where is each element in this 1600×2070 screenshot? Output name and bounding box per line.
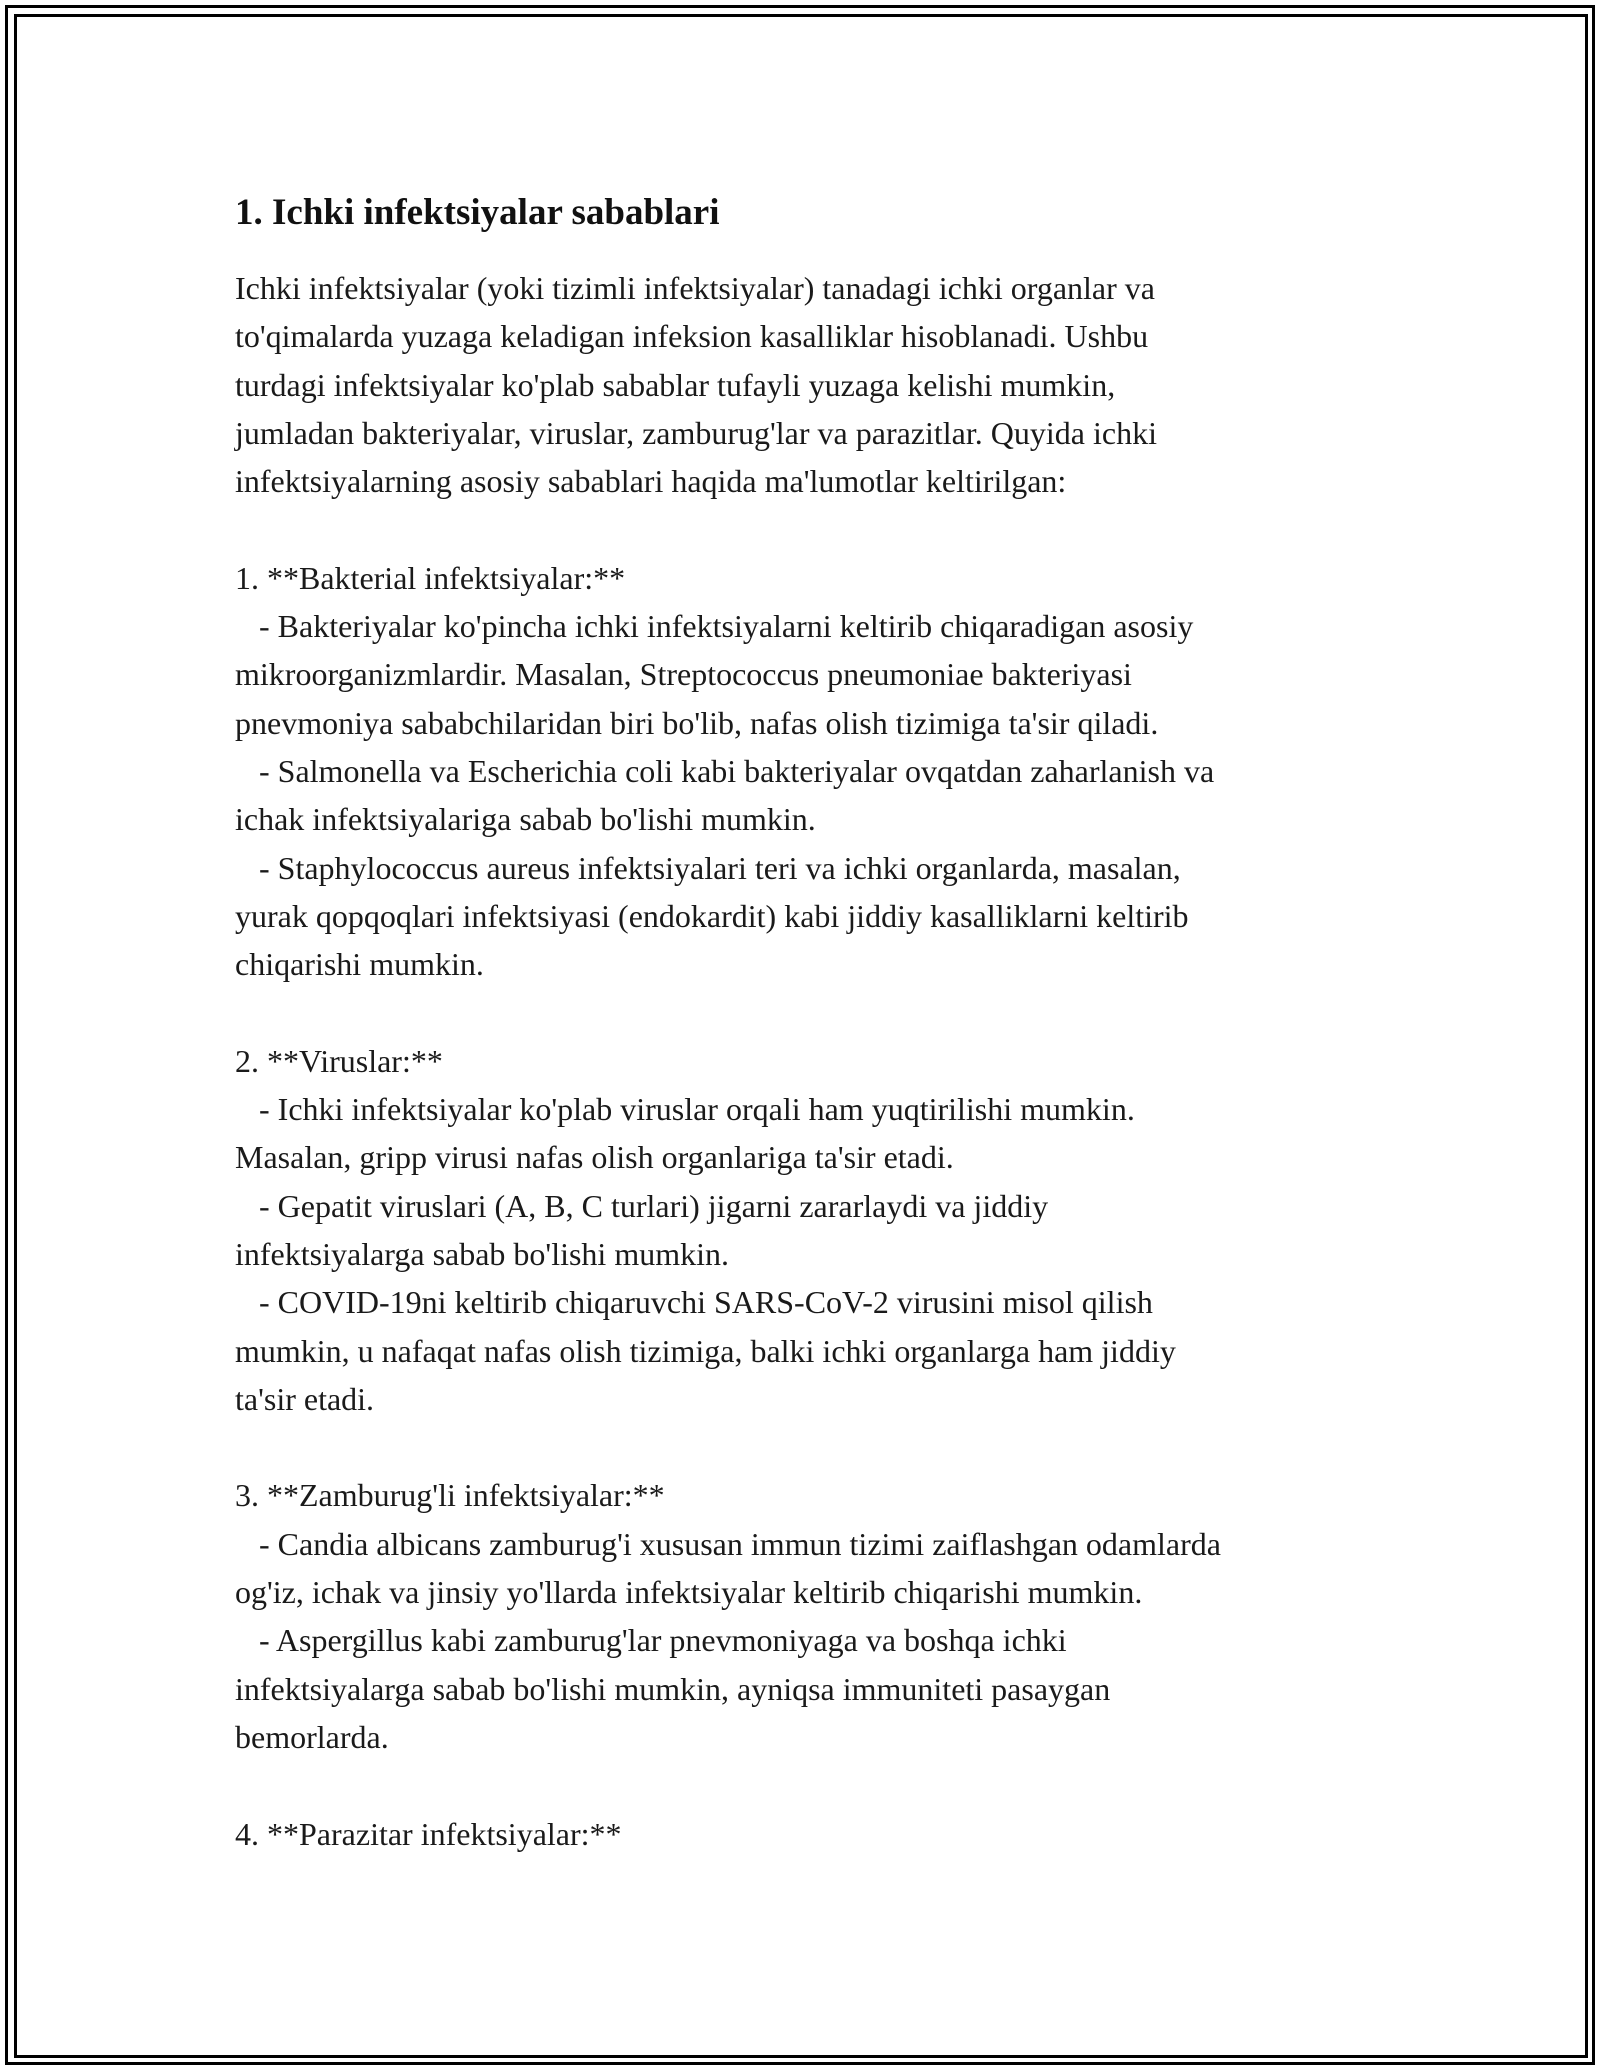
section-heading: 1. **Bakterial infektsiyalar:** [235, 559, 626, 596]
text-line: - Salmonella va Escherichia coli kabi bakteriyalar ovqatdan zaharlanish va [235, 752, 1215, 789]
text-line: ta'sir etadi. [235, 1380, 375, 1417]
text-line: og'iz, ichak va jinsiy yo'llarda infektsiyalar keltirib chiqarishi mumkin. [235, 1574, 1143, 1611]
text-line: infektsiyalarga sabab bo'lishi mumkin. [235, 1235, 729, 1272]
text-line: mikroorganizmlardir. Masalan, Streptococcus pneumoniae bakteriyasi [235, 656, 1132, 693]
text-line: chiqarishi mumkin. [235, 946, 484, 983]
text-line: - Staphylococcus aureus infektsiyalari teri va ichki organlarda, masalan, [235, 849, 1181, 886]
text-line: mumkin, u nafaqat nafas olish tizimiga, balki ichki organlarga ham jiddiy [235, 1332, 1176, 1369]
text-line: Ichki infektsiyalar (yoki tizimli infektsiyalar) tanadagi ichki organlar va [235, 270, 1155, 306]
text-line: pnevmoniya sababchilaridan biri bo'lib, nafas olish tizimiga ta'sir qiladi. [235, 704, 1159, 741]
text-line: - COVID-19ni keltirib chiqaruvchi SARS-CoV-2 virusini misol qilish [235, 1284, 1153, 1321]
blank-line [235, 1423, 1375, 1471]
text-line: turdagi infektsiyalar ko'plab sabablar tufayli yuzaga kelishi mumkin, [235, 366, 1116, 403]
text-line: jumladan bakteriyalar, viruslar, zamburug'lar va parazitlar. Quyida ichki [235, 414, 1157, 451]
text-line: infektsiyalarga sabab bo'lishi mumkin, ayniqsa immuniteti pasaygan [235, 1670, 1111, 1707]
text-line: bemorlarda. [235, 1718, 389, 1755]
document-body [235, 188, 1375, 1858]
blank-line [235, 1761, 1375, 1809]
blank-line [235, 505, 1375, 553]
blank-line [235, 988, 1375, 1036]
text-line: - Candia albicans zamburug'i xususan immun tizimi zaiflashgan odamlarda [235, 1525, 1221, 1562]
section-heading: 2. **Viruslar:** [235, 1042, 443, 1079]
text-line: ichak infektsiyalariga sabab bo'lishi mumkin. [235, 801, 816, 838]
text-line: - Bakteriyalar ko'pincha ichki infektsiyalarni keltirib chiqaradigan asosiy [235, 608, 1194, 645]
document-text [235, 264, 1375, 1858]
text-line: - Aspergillus kabi zamburug'lar pnevmoniyaga va boshqa ichki [235, 1622, 1067, 1659]
text-line: infektsiyalarning asosiy sabablari haqida ma'lumotlar keltirilgan: [235, 463, 1067, 500]
section-heading: 4. **Parazitar infektsiyalar:** [235, 1815, 622, 1852]
text-line: to'qimalarda yuzaga keladigan infeksion kasalliklar hisoblanadi. Ushbu [235, 318, 1149, 355]
text-line: Masalan, gripp virusi nafas olish organlariga ta'sir etadi. [235, 1139, 954, 1176]
text-line: - Gepatit viruslari (A, B, C turlari) jigarni zararlaydi va jiddiy [235, 1187, 1049, 1224]
text-line: yurak qopqoqlari infektsiyasi (endokardit) kabi jiddiy kasalliklarni keltirib [235, 897, 1189, 934]
section-heading: 3. **Zamburug'li infektsiyalar:** [235, 1477, 665, 1514]
text-line: - Ichki infektsiyalar ko'plab viruslar orqali ham yuqtirilishi mumkin. [235, 1091, 1135, 1128]
document-title: 1. Ichki infektsiyalar sabablari [235, 192, 720, 233]
